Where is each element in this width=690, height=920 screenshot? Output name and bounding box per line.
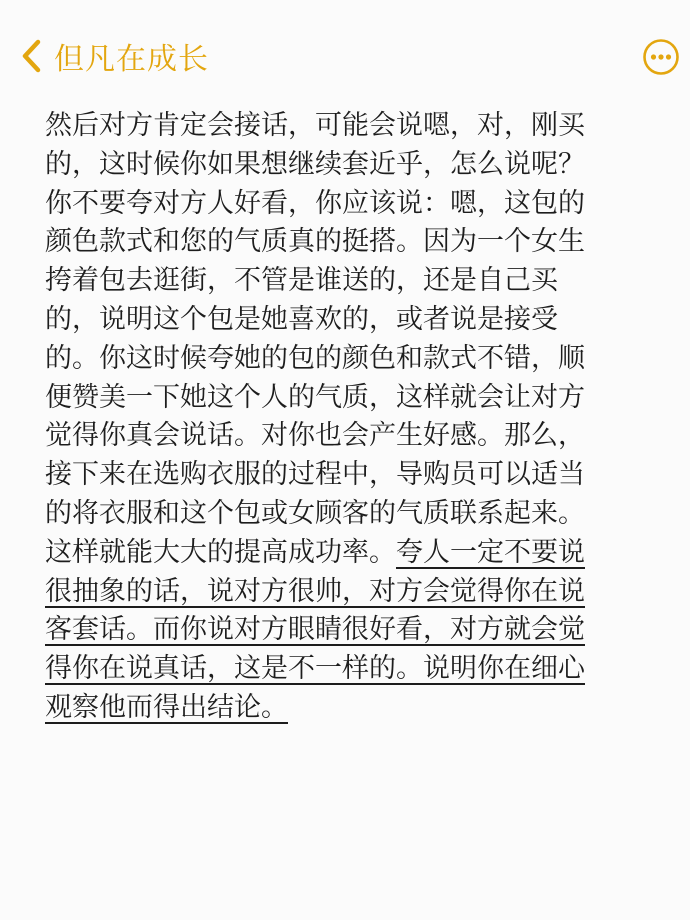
note-line <box>45 223 655 262</box>
note-line <box>45 611 655 650</box>
note-text: 这样就能大大的提高成功率。 <box>45 536 396 568</box>
note-underlined-text: 观察他而得出结论。 <box>45 691 288 723</box>
note-text: 的。你这时候夸她的包的颜色和款式不错，顺 <box>45 342 585 374</box>
note-text: 挎着包去逛街，不管是谁送的，还是自己买 <box>45 265 558 297</box>
note-text: 的，说明这个包是她喜欢的，或者说是接受 <box>45 303 558 335</box>
note-text: 便赞美一下她这个人的气质，这样就会让对方 <box>45 381 585 413</box>
note-text: 然后对方肯定会接话，可能会说嗯，对，刚买 <box>45 110 585 141</box>
note-text: 接下来在选购衣服的过程中，导购员可以适当 <box>45 459 585 491</box>
note-line <box>45 379 655 418</box>
note-text: 的将衣服和这个包或女顾客的气质联系起来。 <box>45 497 585 529</box>
note-line <box>45 495 655 534</box>
note-underlined-text: 得你在说真话，这是不一样的。说明你在细心 <box>45 653 585 685</box>
note-body[interactable] <box>45 107 655 728</box>
note-text: 觉得你真会说话。对你也会产生好感。那么， <box>45 420 585 452</box>
note-line <box>45 107 655 146</box>
note-line <box>45 417 655 456</box>
note-text: 颜色款式和您的气质真的挺搭。因为一个女生 <box>45 226 585 258</box>
back-button[interactable] <box>14 34 209 78</box>
navigation-bar <box>0 0 690 100</box>
note-line <box>45 340 655 379</box>
note-line <box>45 262 655 301</box>
note-line <box>45 650 655 689</box>
note-text: 的，这时候你如果想继续套近乎，怎么说呢？ <box>45 148 585 180</box>
note-line <box>45 146 655 185</box>
note-line <box>45 534 655 573</box>
note-line <box>45 456 655 495</box>
note-line <box>45 573 655 612</box>
back-label: 但凡在成长 <box>54 42 209 77</box>
note-underlined-text: 夸人一定不要说 <box>396 536 585 568</box>
note-underlined-text: 客套话。而你说对方眼睛很好看，对方就会觉 <box>45 614 585 646</box>
note-text: 你不要夸对方人好看，你应该说：嗯，这包的 <box>45 187 585 219</box>
note-line <box>45 689 655 728</box>
note-line <box>45 301 655 340</box>
note-line <box>45 185 655 224</box>
note-underlined-text: 很抽象的话，说对方很帅，对方会觉得你在说 <box>45 575 585 607</box>
chevron-left-icon <box>14 34 50 78</box>
more-options-icon[interactable] <box>642 38 680 76</box>
